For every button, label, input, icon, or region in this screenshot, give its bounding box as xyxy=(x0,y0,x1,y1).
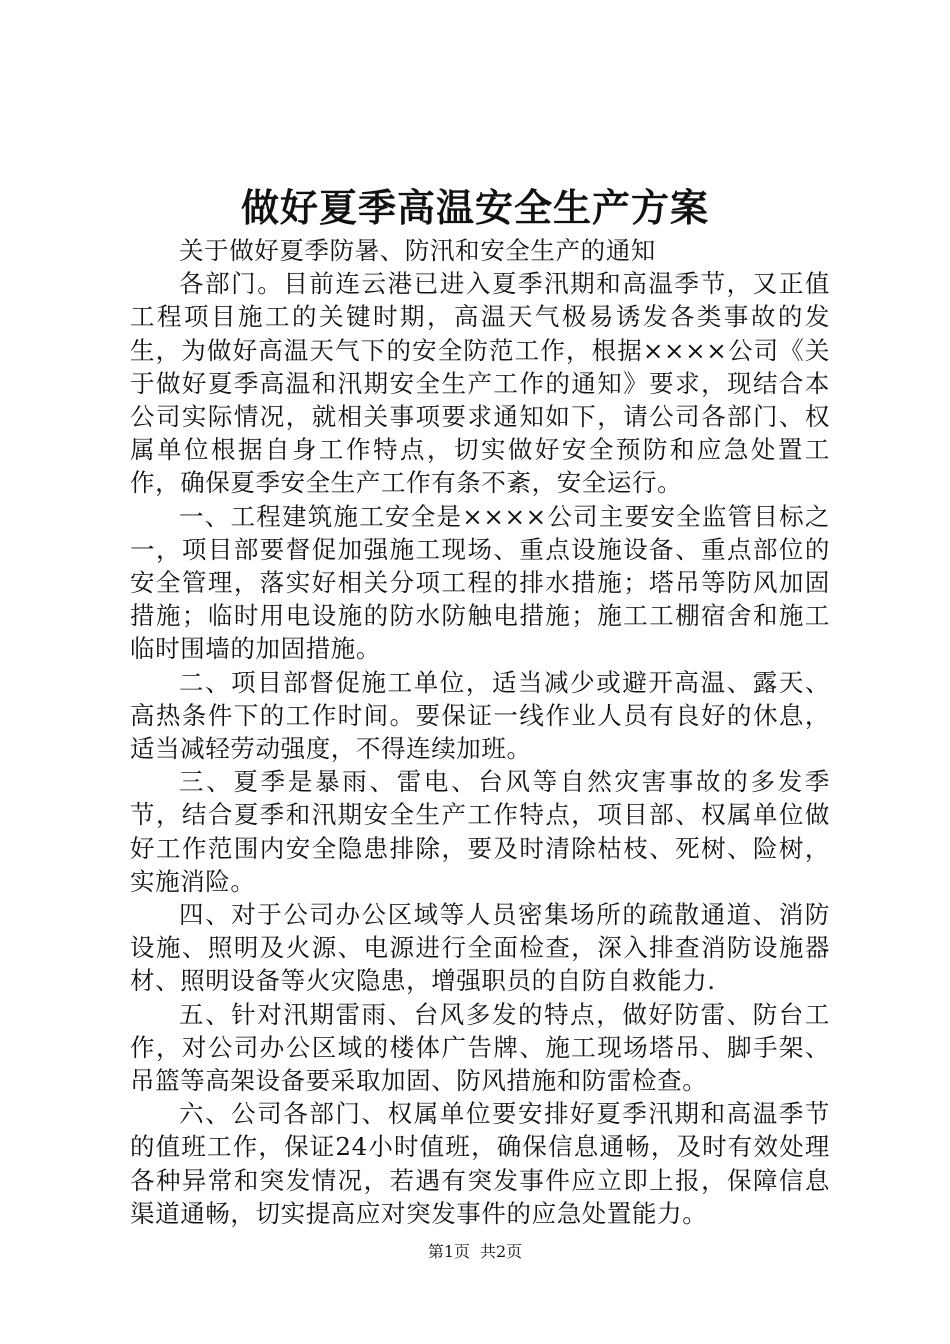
item-4-paragraph: 四、对于公司办公区域等人员密集场所的疏散通道、消防设施、照明及火源、电源进行全面检查，深入排查消防设施器材、照明设备等火灾隐患，增强职员的自防自救能力. xyxy=(130,900,830,996)
page-number: 第1页 xyxy=(427,1242,470,1261)
document-title: 做好夏季高温安全生产方案 xyxy=(240,185,709,230)
item-1-paragraph: 一、工程建筑施工安全是××××公司主要安全监管目标之一，项目部要督促加强施工现场、重点设施设备、重点部位的安全管理，落实好相关分项工程的排水措施；塔吊等防风加固措施；临时用电设施的防水防触电措施；施工工棚宿舍和施工临时围墙的加固措施。 xyxy=(130,501,830,664)
intro-paragraph: 各部门。目前连云港已进入夏季汛期和高温季节，又正值工程项目施工的关键时期，高温天气极易诱发各类事故的发生，为做好高温天气下的安全防范工作，根据××××公司《关于做好夏季高温和汛期安全生产工作的通知》要求，现结合本公司实际情况，就相关事项要求通知如下，请公司各部门、权属单位根据自身工作特点，切实做好安全预防和应急处置工作，确保夏季安全生产工作有条不紊，安全运行。 xyxy=(130,269,830,498)
page-footer xyxy=(0,1240,950,1264)
document-body xyxy=(130,234,830,1230)
item-5-paragraph: 五、针对汛期雷雨、台风多发的特点，做好防雷、防台工作，对公司办公区域的楼体广告牌、施工现场塔吊、脚手架、吊篮等高架设备要采取加固、防风措施和防雷检查。 xyxy=(130,999,830,1096)
item-6-paragraph: 六、公司各部门、权属单位要安排好夏季汛期和高温季节的值班工作，保证24小时值班，确保信息通畅，及时有效处理各种异常和突发情况，若遇有突发事件应立即上报，保障信息渠道通畅，切实提高应对突发事件的应急处置能力。 xyxy=(130,1099,830,1228)
item-3-paragraph: 三、夏季是暴雨、雷电、台风等自然灾害事故的多发季节，结合夏季和汛期安全生产工作特点，项目部、权属单位做好工作范围内安全隐患排除，要及时清除枯枝、死树、险树，实施消险。 xyxy=(130,767,830,896)
page-total: 共2页 xyxy=(480,1242,523,1261)
notice-heading: 关于做好夏季防暑、防汛和安全生产的通知 xyxy=(179,236,656,265)
item-2-paragraph: 二、项目部督促施工单位，适当减少或避开高温、露天、高热条件下的工作时间。要保证一线作业人员有良好的休息，适当减轻劳动强度，不得连续加班。 xyxy=(130,667,830,764)
